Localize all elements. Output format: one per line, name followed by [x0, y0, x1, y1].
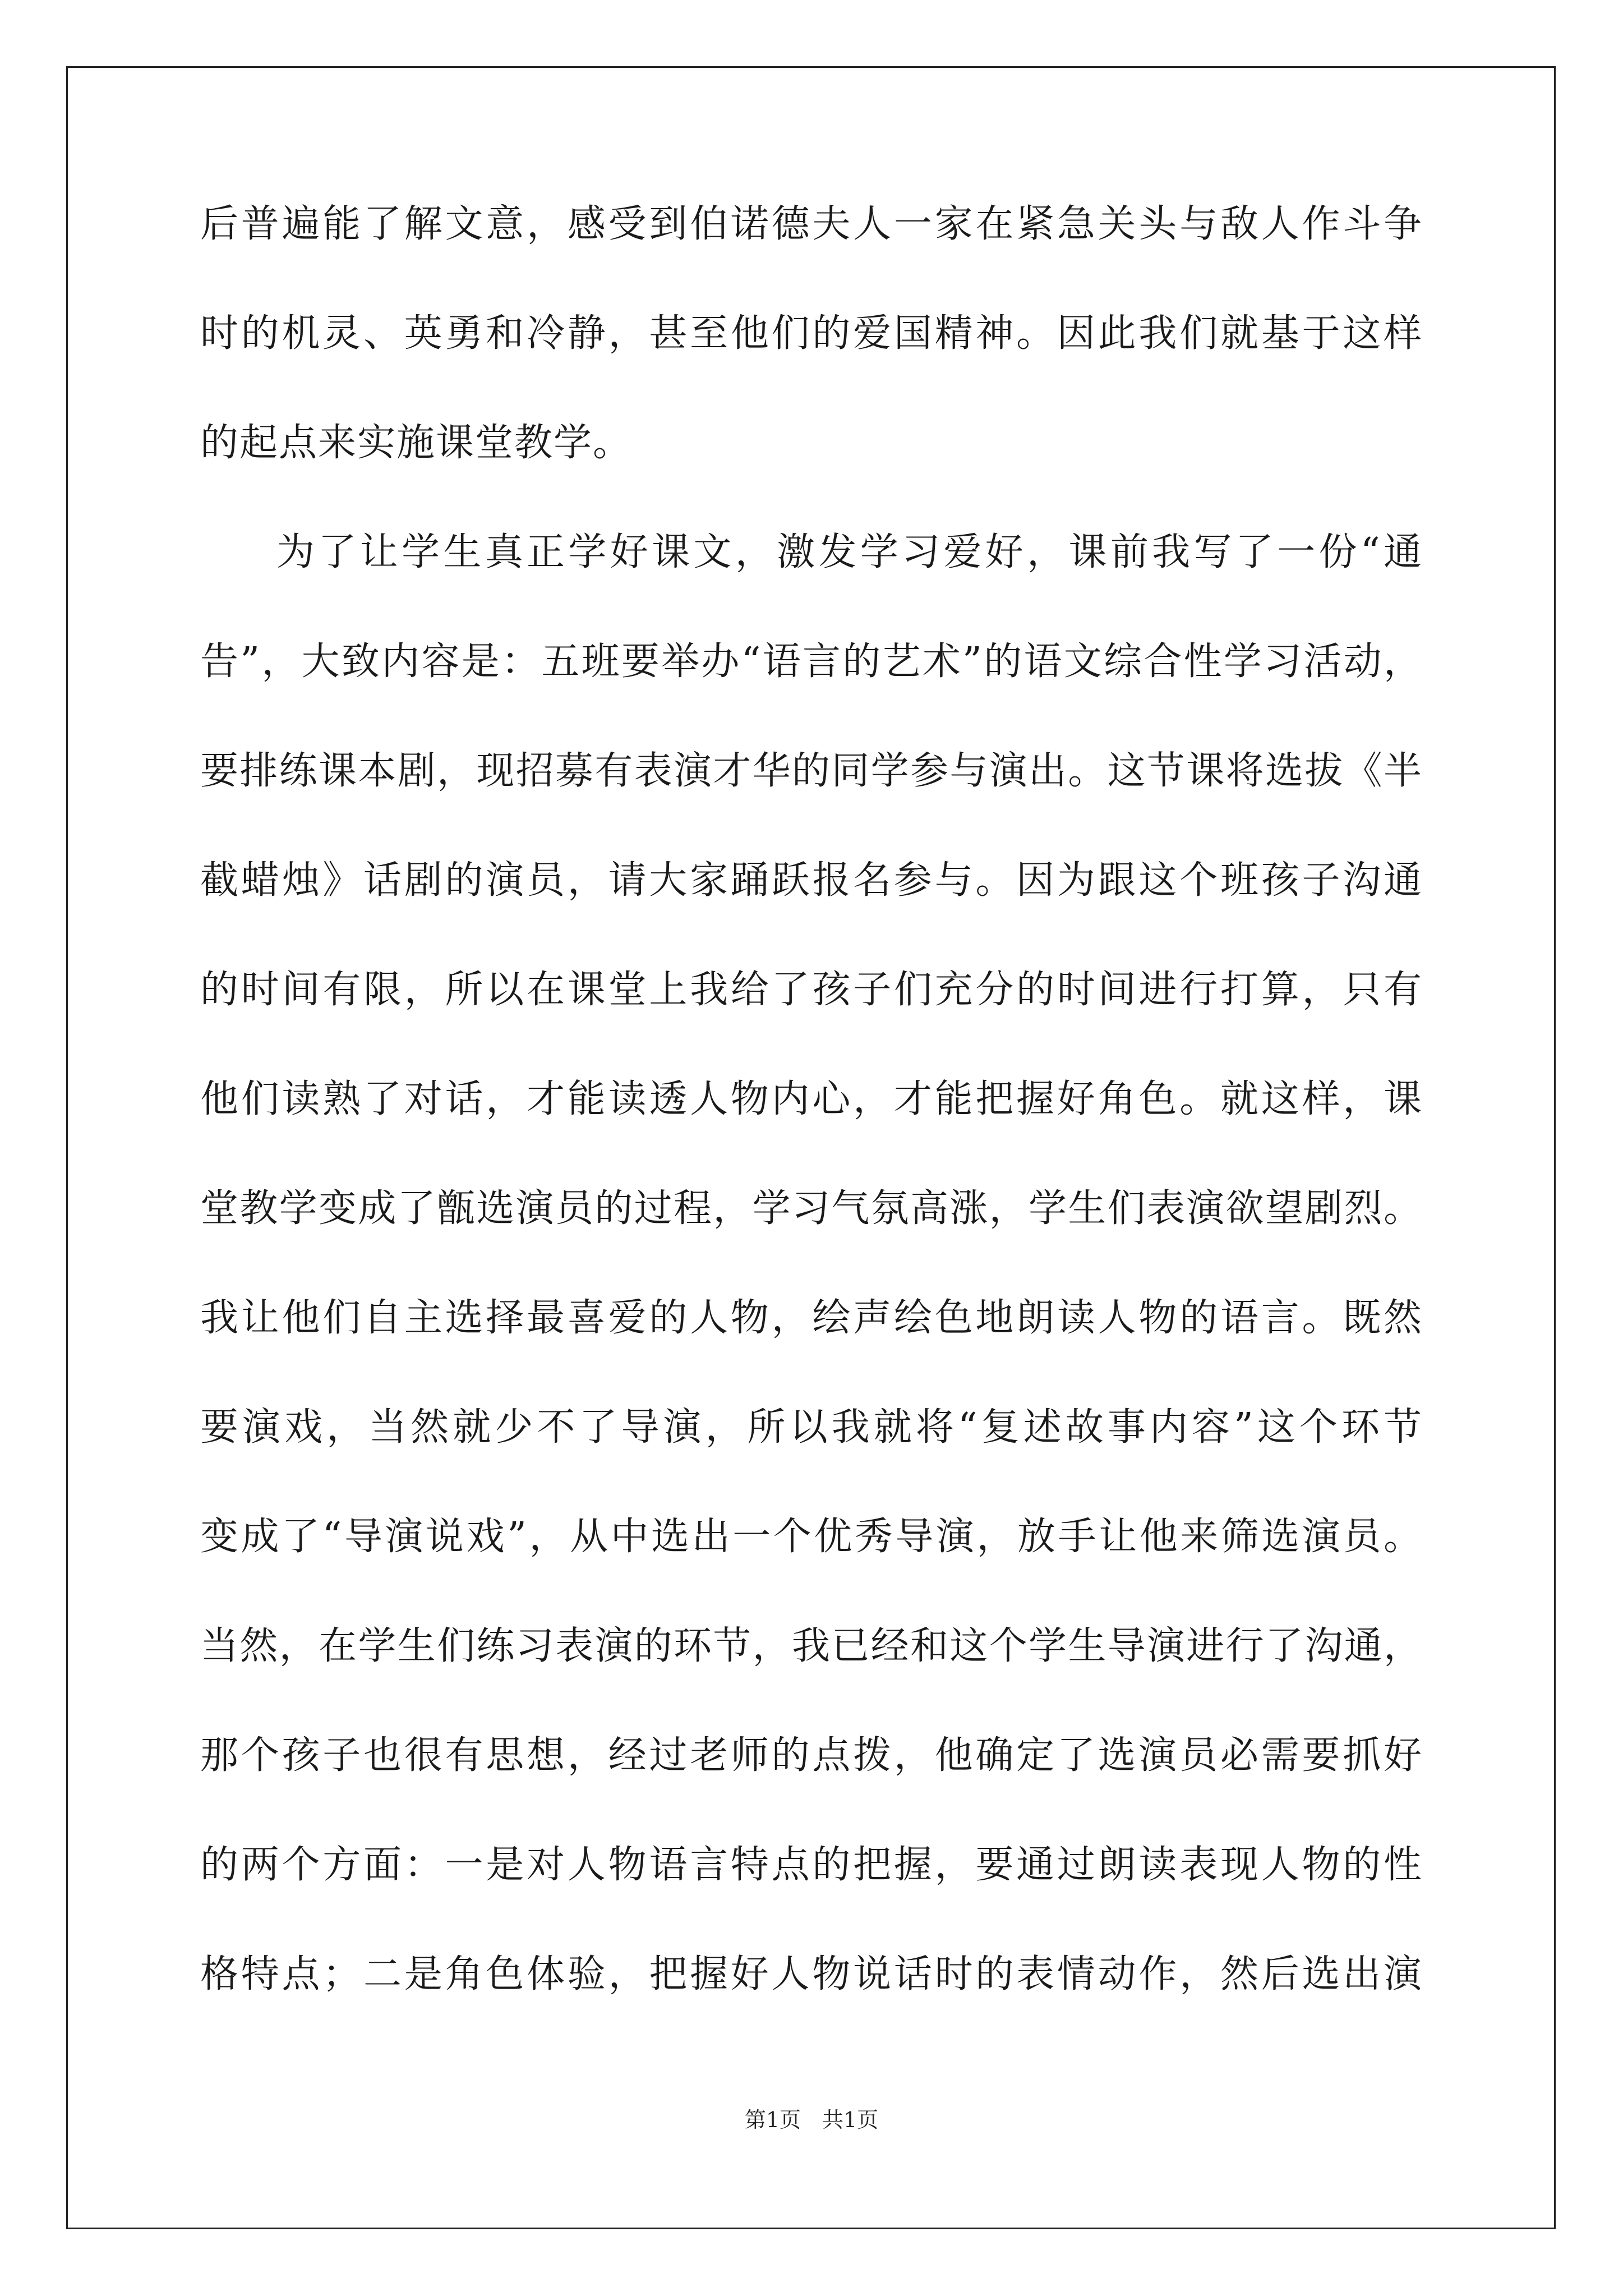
text-line-10: 堂教学变成了甑选演员的过程，学习气氛高涨，学生们表演欲望剧烈。	[200, 1186, 1423, 1231]
text-line-6: 要排练课本剧，现招募有表演才华的同学参与演出。这节课将选拔《半	[200, 749, 1423, 793]
text-line-14: 当然，在学生们练习表演的环节，我已经和这个学生导演进行了沟通，	[200, 1624, 1423, 1668]
text-line-16: 的两个方面：一是对人物语言特点的把握，要通过朗读表现人物的性	[200, 1843, 1423, 1887]
text-line-9: 他们读熟了对话，才能读透人物内心，才能把握好角色。就这样，课	[200, 1077, 1423, 1121]
text-line-8: 的时间有限，所以在课堂上我给了孩子们充分的时间进行打算，只有	[200, 968, 1423, 1012]
text-line-2: 时的机灵、英勇和冷静，甚至他们的爱国精神。因此我们就基于这样	[200, 311, 1423, 356]
text-line-1: 后普遍能了解文意，感受到伯诺德夫人一家在紧急关头与敌人作斗争	[200, 202, 1423, 246]
text-line-15: 那个孩子也很有思想，经过老师的点拨，他确定了选演员必需要抓好	[200, 1733, 1423, 1778]
text-line-4: 为了让学生真正学好课文，激发学习爱好，课前我写了一份“通	[276, 530, 1423, 574]
text-line-13: 变成了“导演说戏”，从中选出一个优秀导演，放手让他来筛选演员。	[200, 1515, 1423, 1559]
text-line-12: 要演戏，当然就少不了导演，所以我就将“复述故事内容”这个环节	[200, 1405, 1423, 1450]
text-line-11: 我让他们自主选择最喜爱的人物，绘声绘色地朗读人物的语言。既然	[200, 1296, 1423, 1340]
document-body	[200, 202, 1423, 2065]
text-line-5: 告”，大致内容是：五班要举办“语言的艺术”的语文综合性学习活动，	[200, 639, 1423, 684]
page-number-footer: 第1页 共1页	[744, 2108, 879, 2132]
text-line-7: 截蜡烛》话剧的演员，请大家踊跃报名参与。因为跟这个班孩子沟通	[200, 858, 1423, 903]
text-line-3: 的起点来实施课堂教学。	[200, 421, 633, 465]
text-line-17: 格特点；二是角色体验，把握好人物说话时的表情动作，然后选出演	[200, 1952, 1423, 1996]
